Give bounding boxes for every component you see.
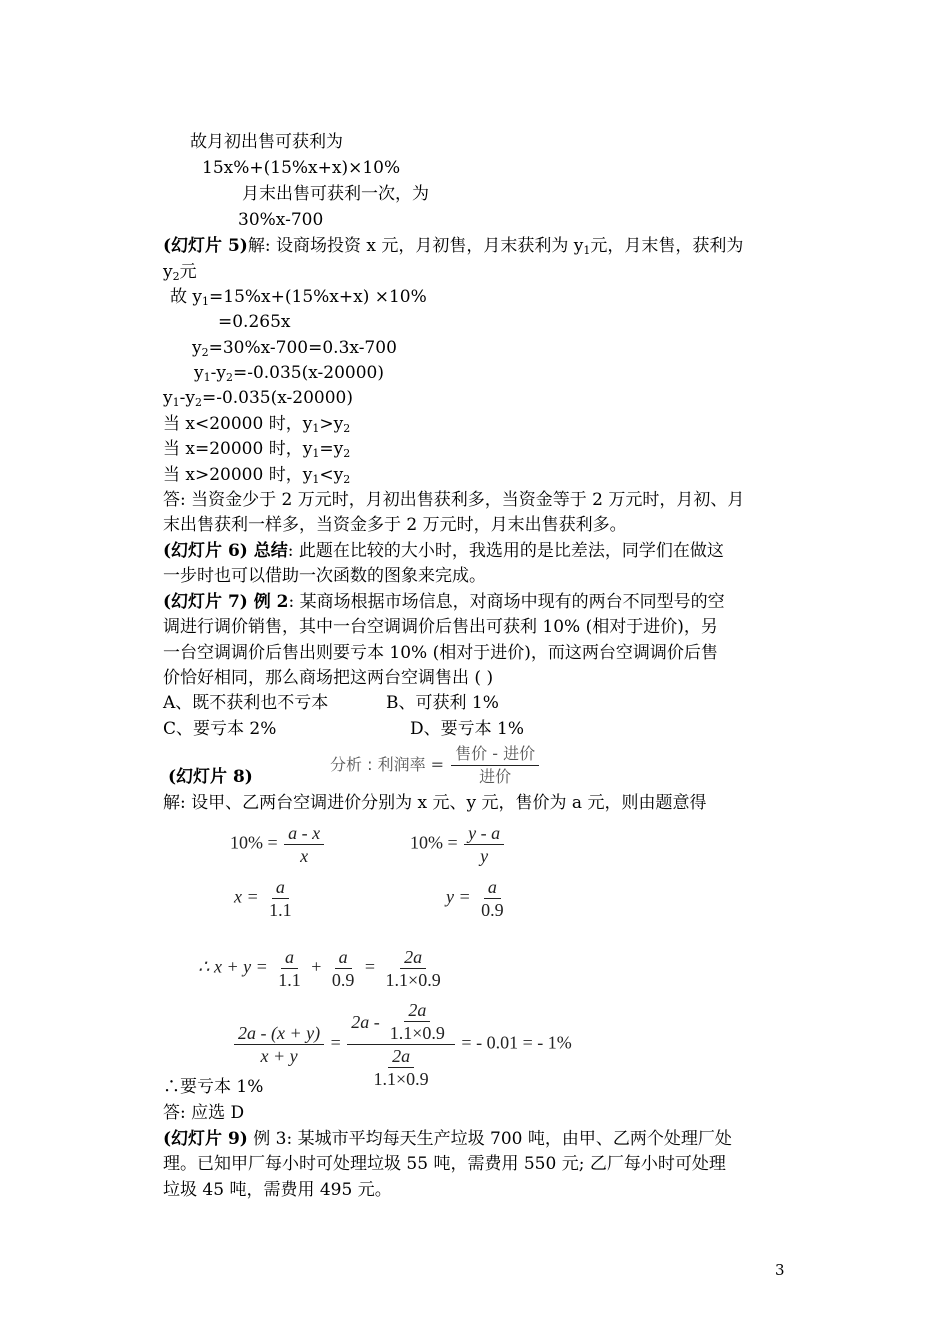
formula-lhs: 10% =	[410, 832, 458, 853]
text-line: 月末出售可获利一次，为	[242, 184, 429, 204]
equation-line: 故 $y_1=15\%x+(15\%x+x) \times 10\%$	[170, 287, 427, 308]
analysis-formula	[330, 743, 541, 788]
text-span: 当 x=20000 时，y	[163, 439, 313, 459]
loss-rate-formula	[232, 999, 572, 1090]
numerator-part: 2a -	[351, 1011, 380, 1032]
formula-3	[234, 876, 298, 921]
text-line: ∴要亏本 1%	[163, 1077, 264, 1097]
numerator: a	[484, 876, 501, 899]
slide6-line	[163, 540, 724, 562]
text-span: 例 3: 某城市平均每天生产垃圾 700 吨，由甲、乙两个处理厂处	[247, 1129, 732, 1149]
equals-sign: =	[364, 956, 376, 977]
text-span: =y	[319, 439, 344, 459]
slide9-line	[163, 1128, 732, 1150]
numerator: a	[272, 876, 289, 899]
denominator: 0.9	[331, 970, 355, 990]
inner-denominator: 1.1×0.9	[389, 1023, 445, 1043]
text-line: 价恰好相同，那么商场把这两台空调售出 ( )	[163, 668, 494, 688]
page-number: 3	[775, 1261, 785, 1279]
inner-numerator: 2a	[404, 999, 430, 1022]
text-line: 一步时也可以借助一次函数的图象来完成。	[163, 566, 486, 586]
plus-sign: +	[311, 956, 322, 977]
analysis-label: 分析 : 利润率 =	[330, 755, 445, 774]
option-b: B、可获利 1%	[386, 693, 499, 713]
text-span: =-0.035(x-20000)	[232, 363, 385, 383]
text-span: >y	[319, 414, 344, 434]
comparison-line: 当 x=20000 时，$y_1=y_2$	[163, 439, 351, 460]
text-span: : 某商场根据市场信息，对商场中现有的两台不同型号的空	[288, 592, 725, 612]
text-span: 当 x<20000 时，y	[163, 414, 313, 434]
slide-tag: (幻灯片 7) 例 2	[163, 592, 289, 612]
option-c: C、要亏本 2%	[163, 719, 277, 739]
text-line: 30%x-700	[238, 210, 324, 230]
text-span: 元，月末售，获利为	[590, 236, 744, 256]
numerator: a - x	[284, 822, 324, 845]
text-span: 元	[179, 262, 197, 282]
formula-lhs: 10% =	[230, 832, 278, 853]
denominator: y	[480, 846, 489, 866]
text-line: 末出售获利一样多，当资金多于 2 万元时，月末出售获利多。	[163, 515, 627, 535]
analysis-denominator: 进价	[479, 767, 512, 786]
text-line: 一台空调调价后售出则要亏本 10% (相对于进价)，而这两台空调调价后售	[163, 643, 718, 663]
denominator: x + y	[260, 1046, 298, 1066]
formula-lhs: y =	[446, 886, 471, 907]
comparison-line: 当 x>20000 时，$y_1<y_2$	[163, 465, 351, 486]
inner-numerator: 2a	[388, 1045, 414, 1068]
text-span: 解: 设商场投资 x 元，月初售，月末获利为 y	[247, 236, 584, 256]
text-line: 垃圾 45 吨，需费用 495 元。	[163, 1180, 392, 1200]
numerator: 2a	[400, 946, 426, 969]
formula-2	[410, 822, 506, 867]
text-line: 答: 应选 D	[163, 1103, 245, 1123]
result: = - 0.01 = - 1%	[461, 1032, 572, 1053]
text-span: -y	[210, 363, 226, 383]
slide5-line: (幻灯片 5)解: 设商场投资 x 元，月初售，月末获利为 $y_1$元，月末售，获利为	[163, 236, 744, 257]
text-span: =-0.035(x-20000)	[201, 388, 354, 408]
text-span: =15%x+(15%x+x) ×10%	[209, 287, 427, 307]
text-line: 15x%+(15%x+x)×10%	[202, 158, 401, 178]
analysis-numerator: 售价 - 进价	[451, 743, 539, 766]
text-span: <y	[319, 465, 344, 485]
slide-tag: (幻灯片 6) 总结	[163, 541, 288, 561]
numerator: a	[335, 946, 352, 969]
comparison-line: 当 x<20000 时，$y_1>y_2$	[163, 414, 351, 435]
formula-1	[230, 822, 326, 867]
equation-line: =0.265x	[218, 312, 291, 332]
denominator: 1.1	[278, 970, 301, 990]
denominator: x	[300, 846, 309, 866]
text-span: =30%x-700=0.3x-700	[208, 338, 397, 358]
text-line: $y_2$元	[163, 262, 197, 283]
inner-denominator: 1.1×0.9	[373, 1069, 429, 1089]
text-span: : 此题在比较的大小时，我选用的是比差法，同学们在做这	[287, 541, 724, 561]
formula-lhs: ∴ x + y =	[198, 956, 268, 977]
equation-line: $y_1-y_2=-0.035(x-20000)$	[163, 388, 354, 409]
numerator: 2a - (x + y)	[234, 1022, 324, 1045]
equation-line: $y_1-y_2=-0.035(x-20000)$	[194, 363, 385, 384]
option-d: D、要亏本 1%	[410, 719, 525, 739]
formula-4	[446, 876, 510, 921]
text-line: 答: 当资金少于 2 万元时，月初出售获利多，当资金等于 2 万元时，月初、月	[163, 490, 745, 510]
text-line: 调进行调价销售，其中一台空调调价后售出可获利 10% (相对于进价)，另	[163, 617, 718, 637]
text-span: 当 x>20000 时，y	[163, 465, 313, 485]
denominator: 1.1×0.9	[385, 970, 441, 990]
text-span: 故 y	[170, 287, 203, 307]
equals-sign: =	[330, 1032, 341, 1053]
slide-tag: (幻灯片 5)	[163, 236, 248, 256]
numerator: y - a	[464, 822, 504, 845]
sum-formula	[198, 946, 447, 991]
option-a: A、既不获利也不亏本	[163, 693, 329, 713]
text-span: y	[192, 338, 202, 358]
formula-lhs: x =	[234, 886, 259, 907]
slide-tag: (幻灯片 9)	[163, 1129, 248, 1149]
slide7-line	[163, 591, 725, 613]
text-line: 解: 设甲、乙两台空调进价分别为 x 元、y 元，售价为 a 元，则由题意得	[163, 793, 707, 813]
text-line: 理。已知甲厂每小时可处理垃圾 55 吨，需费用 550 元; 乙厂每小时可处理	[163, 1154, 726, 1174]
denominator: 0.9	[481, 900, 504, 920]
numerator: a	[281, 946, 298, 969]
equation-line: $y_2=30\%x-700=0.3x-700$	[192, 338, 397, 359]
denominator: 1.1	[269, 900, 292, 920]
slide-tag: (幻灯片 8)	[168, 767, 253, 787]
text-span: -y	[179, 388, 195, 408]
text-line: 故月初出售可获利为	[190, 132, 343, 152]
